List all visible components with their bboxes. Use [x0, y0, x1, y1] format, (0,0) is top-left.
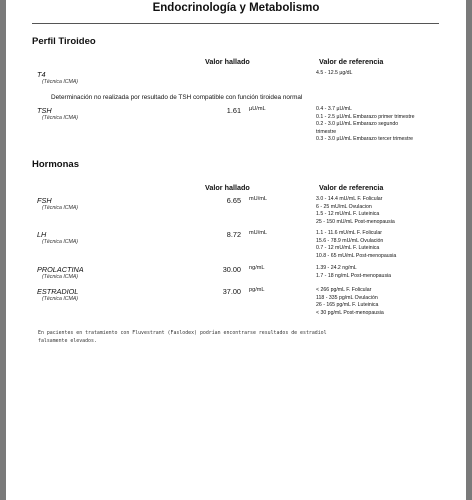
reference-line: 0.3 - 3.0 µU/mL Embarazo tercer trimestre: [316, 136, 414, 142]
test-method-prolactina: (Técnica ICMA): [42, 274, 79, 280]
reference-line: 1.1 - 11.6 mU/mL F. Folicular: [316, 230, 383, 236]
reference-tsh: [316, 106, 446, 144]
reference-line: 1.39 - 24.2 ng/mL: [316, 265, 357, 271]
title-divider: [32, 23, 439, 24]
column-header-reference: Valor de referencia: [319, 57, 384, 66]
reference-line: < 30 pg/mL Post-menopausia: [316, 309, 384, 316]
test-unit-fsh: mU/mL: [249, 196, 268, 202]
test-name-t4: T4: [37, 70, 46, 79]
reference-line: 0.7 - 12 mU/mL F. Luteinica: [316, 245, 380, 251]
test-value-fsh: 6.65: [226, 196, 241, 205]
reference-line: 1.5 - 12 mU/mL F. Luteinica: [316, 211, 380, 217]
reference-line: 25 - 150 mU/mL Post-menopausia: [316, 218, 395, 225]
section-title-hormones: Hormonas: [32, 159, 79, 170]
footnote-line: falsamente elevados.: [38, 338, 97, 344]
test-name-fsh: FSH: [37, 196, 52, 205]
test-unit-estradiol: pg/mL: [249, 287, 265, 293]
reference-line: < 266 pg/mL F. Folicular: [316, 287, 372, 293]
column-header-found: Valor hallado: [205, 57, 250, 66]
column-header-reference: Valor de referencia: [319, 183, 384, 192]
test-method-tsh: (Técnica ICMA): [42, 115, 79, 121]
test-unit-prolactina: ng/mL: [249, 265, 265, 271]
column-header-found: Valor hallado: [205, 183, 250, 192]
test-method-lh: (Técnica ICMA): [42, 239, 79, 245]
test-method-fsh: (Técnica ICMA): [42, 205, 79, 211]
reference-line: 3.0 - 14.4 mU/mL F. Folicular: [316, 196, 383, 202]
reference-line: 0.2 - 3.0 µU/mL Embarazo segundo: [316, 121, 399, 127]
test-unit-tsh: µU/mL: [249, 106, 266, 112]
reference-estradiol: [316, 287, 446, 317]
reference-line: 118 - 335 pg/mL Ovulación: [316, 294, 378, 301]
reference-prolactina: [316, 265, 446, 280]
reference-line: 6 - 25 mU/mL Ovulacion: [316, 203, 372, 210]
tsh-note: Determinación no realizada por resultado de TSH compatible con función tiroidea normal: [51, 94, 303, 101]
reference-line: 1.7 - 18 ng/mL Post-menopausia: [316, 272, 392, 279]
reference-line: 10.8 - 65 mU/mL Post-menopausia: [316, 252, 397, 259]
footnote-line: En pacientes en tratamiento con Fluvestrant (Faslodex) podrían encontrarse resultados de estradiol: [38, 330, 327, 336]
test-name-estradiol: ESTRADIOL: [37, 287, 79, 296]
left-border: [0, 0, 6, 500]
reference-line: 0.1 - 2.5 µU/mL Embarazo primer trimestre: [316, 113, 415, 120]
test-name-prolactina: PROLACTINA: [37, 265, 84, 274]
test-value-prolactina: 30.00: [222, 265, 241, 274]
reference-line: 15.6 - 78.9 mU/mL Ovulación: [316, 237, 384, 244]
reference-line: trimestre: [316, 128, 337, 135]
reference-lh: [316, 230, 446, 260]
test-unit-lh: mU/mL: [249, 230, 268, 236]
reference-fsh: [316, 196, 446, 226]
reference-line: 26 - 165 pg/mL F. Luteinica: [316, 302, 379, 308]
test-name-lh: LH: [37, 230, 47, 239]
test-value-lh: 8.72: [226, 230, 241, 239]
footnote: [38, 329, 408, 345]
report-title: Endocrinología y Metabolismo: [152, 2, 320, 14]
test-method-estradiol: (Técnica ICMA): [42, 296, 79, 302]
test-method-t4: (Técnica ICMA): [42, 79, 79, 85]
test-value-estradiol: 37.00: [222, 287, 241, 296]
section-title-thyroid: Perfil Tiroideo: [32, 36, 96, 47]
test-name-tsh: TSH: [37, 106, 52, 115]
reference-line: 4.5 - 12.5 µg/dL: [316, 70, 353, 76]
reference-line: 0.4 - 3.7 µU/mL: [316, 106, 352, 112]
right-border: [466, 0, 472, 500]
test-value-tsh: 1.61: [226, 106, 241, 115]
reference-t4: [316, 70, 446, 78]
